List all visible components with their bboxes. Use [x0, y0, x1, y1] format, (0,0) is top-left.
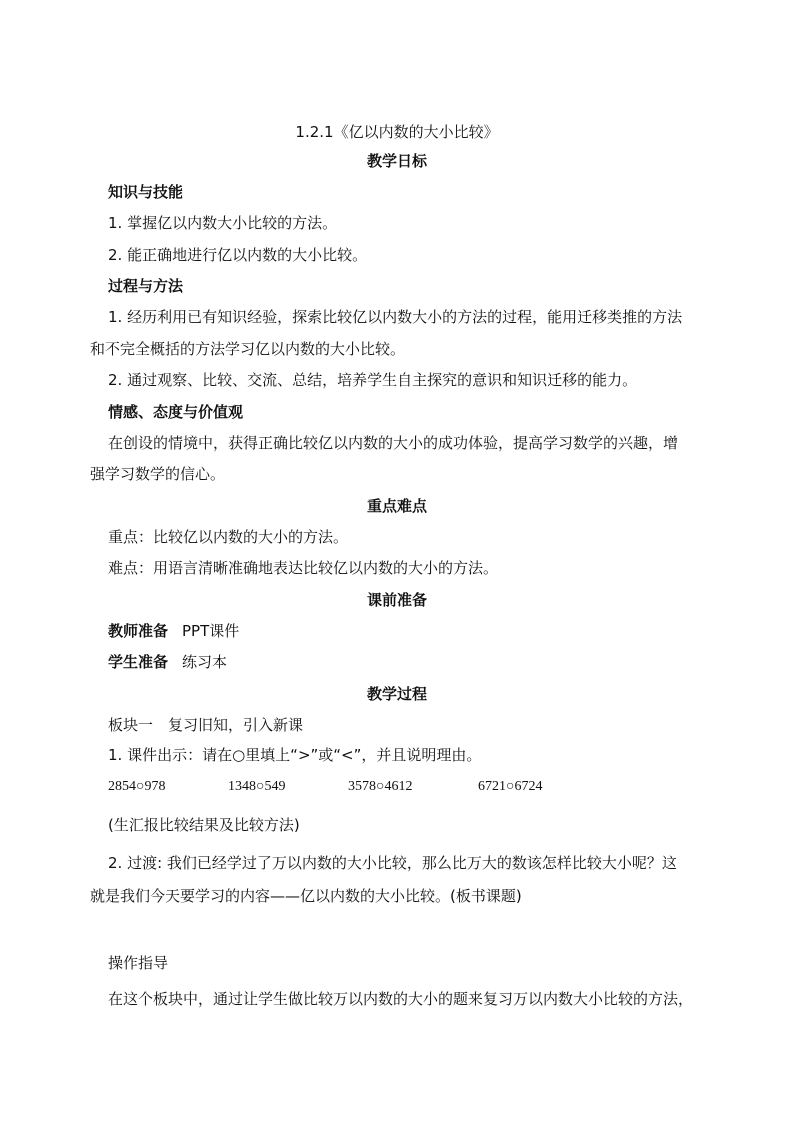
comparison-2: 1348○549 — [228, 779, 286, 794]
comparison-1: 2854○978 — [108, 779, 166, 794]
process-heading: 过程与方法 — [108, 277, 184, 295]
student-prep — [108, 652, 227, 672]
knowledge-item-2: 2. 能正确地进行亿以内数的大小比较。 — [108, 246, 368, 264]
transition-line-1: 2. 过渡: 我们已经学过了万以内数的大小比较，那么比万大的数该怎样比较大小呢？这 — [108, 854, 677, 872]
comparison-3: 3578○4612 — [348, 779, 413, 794]
process-item-2: 2. 通过观察、比较、交流、总结，培养学生自主探究的意识和知识迁移的能力。 — [108, 371, 638, 389]
difficult-point: 难点：用语言清晰准确地表达比较亿以内数的大小的方法。 — [108, 559, 499, 577]
key-heading: 重点难点 — [366, 497, 427, 515]
knowledge-heading: 知识与技能 — [108, 183, 184, 201]
transition-line-2: 就是我们今天要学习的内容——亿以内数的大小比较。(板书课题) — [90, 887, 522, 905]
process-item-1-line-2: 和不完全概括的方法学习亿以内数的大小比较。 — [90, 340, 406, 358]
block1-item-1: 1. 课件出示：请在○里填上“>”或“<”，并且说明理由。 — [108, 746, 482, 764]
attitude-line-2: 强学习数学的信心。 — [90, 465, 226, 483]
report-note: (生汇报比较结果及比较方法) — [108, 816, 300, 834]
prep-heading: 课前准备 — [366, 591, 427, 609]
document-title: 1.2.1《亿以内数的大小比较》 — [295, 123, 499, 141]
guide-heading: 操作指导 — [108, 954, 169, 972]
process-item-1-line-1: 1. 经历利用已有知识经验，探索比较亿以内数大小的方法的过程，能用迁移类推的方法 — [108, 308, 683, 326]
teacher-prep-label: 教师准备 — [108, 622, 169, 640]
student-prep-label: 学生准备 — [108, 653, 169, 671]
comparison-4: 6721○6724 — [478, 779, 543, 794]
teacher-prep-value: PPT课件 — [182, 622, 240, 640]
goals-heading: 教学日标 — [366, 152, 427, 170]
guide-line-1: 在这个板块中，通过让学生做比较万以内数的大小的题来复习万以内数大小比较的方法， — [108, 990, 694, 1008]
key-point: 重点：比较亿以内数的大小的方法。 — [108, 528, 349, 546]
attitude-line-1: 在创设的情境中，获得正确比较亿以内数的大小的成功体验，提高学习数学的兴趣，增 — [108, 434, 679, 452]
block1-heading: 板块一 复习旧知，引入新课 — [108, 716, 304, 734]
process-main-heading: 教学过程 — [366, 685, 427, 703]
student-prep-value: 练习本 — [182, 653, 228, 671]
knowledge-item-1: 1. 掌握亿以内数大小比较的方法。 — [108, 214, 338, 232]
attitude-heading: 情感、态度与价值观 — [108, 403, 244, 421]
teacher-prep — [108, 621, 239, 641]
comparison-row — [0, 777, 794, 797]
